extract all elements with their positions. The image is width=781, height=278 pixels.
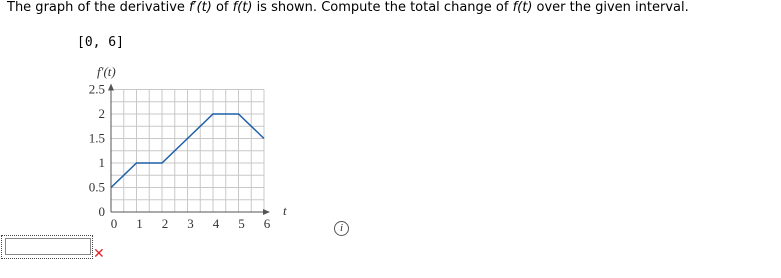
x-tick-label: 5 — [238, 216, 245, 231]
red-x-icon: ✕ — [93, 246, 105, 262]
question-part: is shown. Compute the total change of — [252, 0, 513, 15]
y-tick-label: 1 — [98, 155, 105, 170]
y-tick-label: 2.5 — [88, 81, 105, 97]
y-tick-label: 1.5 — [88, 130, 105, 146]
y-tick-label: 0.5 — [88, 179, 105, 195]
y-tick-label: 2 — [98, 106, 105, 121]
question-part: over the given interval. — [532, 0, 689, 15]
x-tick-label: 2 — [161, 216, 169, 231]
answer-input[interactable] — [5, 238, 91, 255]
y-axis-arrow — [108, 84, 114, 91]
fprime-symbol: f′(t) — [189, 0, 212, 15]
y-tick-label: 0 — [98, 204, 105, 219]
y-axis-label: f′(t) — [97, 64, 116, 79]
x-tick-label: 4 — [212, 216, 220, 231]
x-tick-label: 1 — [136, 216, 143, 231]
question-part: The graph of the derivative — [7, 0, 190, 15]
interval-label: [0, 6] — [77, 35, 124, 50]
info-icon[interactable]: i — [334, 221, 349, 236]
f-symbol: f(t) — [512, 0, 533, 15]
x-axis-arrow — [263, 209, 270, 215]
answer-box — [1, 235, 93, 259]
f-symbol: f(t) — [232, 0, 253, 15]
question-part: of — [211, 0, 233, 15]
x-tick-label: 3 — [187, 216, 194, 231]
x-tick-label: 0 — [110, 216, 118, 231]
x-tick-label: 6 — [263, 216, 271, 231]
x-axis-label: t — [283, 203, 287, 218]
